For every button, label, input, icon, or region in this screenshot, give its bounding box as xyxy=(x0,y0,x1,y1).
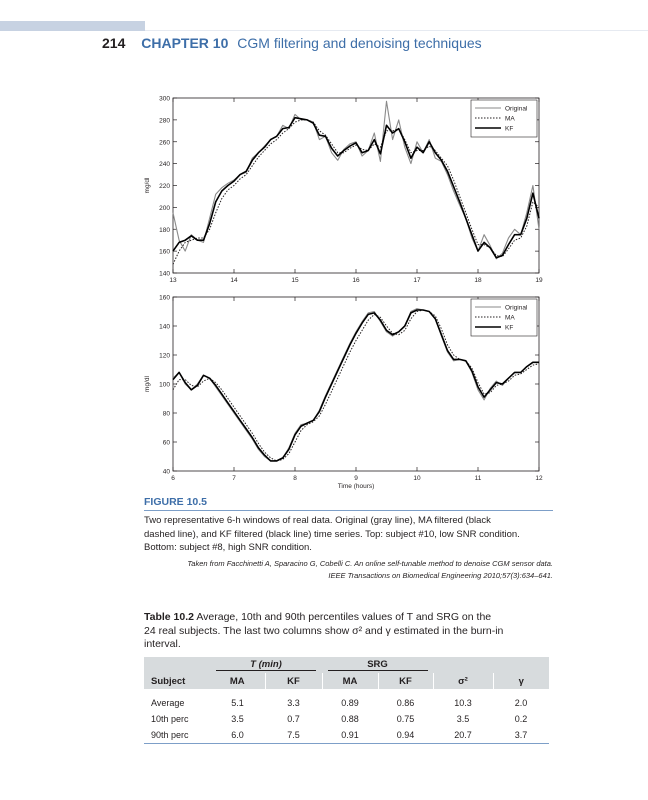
table-cell: 90th perc xyxy=(144,727,210,744)
table-cell: 7.5 xyxy=(265,727,322,744)
table-cell: 0.91 xyxy=(322,727,378,744)
group-header-srg: SRG xyxy=(328,659,428,671)
table-row xyxy=(144,711,549,727)
source-line: IEEE Transactions on Biomedical Engineering 2010;57(3):634–641. xyxy=(328,570,553,580)
legend-label: Original xyxy=(505,304,528,312)
y-tick-label: 260 xyxy=(159,139,170,147)
legend-label: KF xyxy=(505,125,514,133)
table-caption xyxy=(144,611,552,652)
x-tick-label: 15 xyxy=(291,277,299,284)
table-cell: 10th perc xyxy=(151,714,189,724)
y-tick-label: 280 xyxy=(159,117,170,125)
group-header-t: T (min) xyxy=(216,659,316,671)
y-axis-label: mg/dl xyxy=(144,177,151,194)
x-tick-label: 9 xyxy=(354,475,358,482)
figure-caption-rule xyxy=(144,510,553,511)
chapter-title: CGM filtering and denoising techniques xyxy=(237,35,482,51)
x-tick-label: 7 xyxy=(232,475,236,482)
column-header: KF xyxy=(265,673,322,689)
x-tick-label: 12 xyxy=(535,475,543,482)
y-tick-label: 60 xyxy=(162,439,170,447)
table-title-line: interval. xyxy=(144,638,181,650)
results-table xyxy=(144,657,549,744)
y-tick-label: 100 xyxy=(159,381,170,389)
table-title-line: Average, 10th and 90th percentiles values of T and SRG on the xyxy=(196,611,492,623)
table-group-header-row xyxy=(144,657,549,673)
table-cell: 0.94 xyxy=(378,727,433,744)
caption-line: Bottom: subject #8, high SNR condition. xyxy=(144,542,312,553)
table-header-row xyxy=(144,673,549,689)
x-axis-label: Time (hours) xyxy=(337,483,375,490)
column-header: Subject xyxy=(144,673,210,689)
column-header: MA xyxy=(322,673,378,689)
table-row xyxy=(144,689,549,711)
page-number: 214 xyxy=(102,35,126,51)
series-line-kf xyxy=(173,118,539,258)
column-header: γ xyxy=(493,673,549,689)
x-tick-label: 11 xyxy=(474,475,482,482)
table-cell: 6.0 xyxy=(210,727,265,744)
chart-panel xyxy=(144,295,543,491)
figure-label: FIGURE 10.5 xyxy=(144,496,208,508)
y-tick-label: 140 xyxy=(159,270,170,278)
legend-label: KF xyxy=(505,324,514,332)
x-tick-label: 8 xyxy=(293,475,297,482)
y-tick-label: 160 xyxy=(159,294,170,302)
table-cell: 0.75 xyxy=(396,714,415,724)
table-cell: 0.2 xyxy=(514,714,528,724)
caption-line: dashed line), and KF filtered (black line) time series. Top: subject #10, low SNR condition. xyxy=(144,528,520,540)
y-tick-label: 140 xyxy=(159,323,170,331)
y-tick-label: 240 xyxy=(159,161,170,169)
column-header: MA xyxy=(210,673,265,689)
table-cell: 2.0 xyxy=(514,698,528,708)
legend-label: Original xyxy=(505,105,528,113)
table-cell: Average xyxy=(151,698,185,708)
y-tick-label: 160 xyxy=(159,248,170,256)
table-cell: 3.5 xyxy=(456,714,470,724)
x-tick-label: 6 xyxy=(171,475,175,482)
x-tick-label: 18 xyxy=(474,277,482,284)
caption-line: Two representative 6-h windows of real data. Original (gray line), MA filtered (black xyxy=(144,515,491,526)
y-tick-label: 120 xyxy=(159,352,170,360)
x-tick-label: 19 xyxy=(535,277,543,284)
column-header: σ² xyxy=(433,673,493,689)
table-cell: 3.7 xyxy=(493,727,549,744)
table-cell: 0.89 xyxy=(341,698,359,708)
x-tick-label: 10 xyxy=(413,475,421,482)
chapter-label: CHAPTER 10 xyxy=(141,35,229,51)
table-cell: 0.86 xyxy=(396,698,415,708)
chart-panel xyxy=(144,96,543,285)
x-tick-label: 13 xyxy=(169,277,177,284)
table-label: Table 10.2 xyxy=(144,611,194,623)
table-cell: 5.1 xyxy=(231,698,244,708)
table-cell: 0.7 xyxy=(287,714,300,724)
x-tick-label: 16 xyxy=(352,277,360,284)
y-tick-label: 40 xyxy=(162,468,170,476)
y-tick-label: 180 xyxy=(159,226,170,234)
x-tick-label: 14 xyxy=(230,277,238,284)
table-cell: 3.5 xyxy=(231,714,244,724)
table-cell: 10.3 xyxy=(454,698,472,708)
y-axis-label: mg/dl xyxy=(144,376,151,392)
y-tick-label: 300 xyxy=(159,95,170,103)
legend-label: MA xyxy=(505,314,515,322)
legend-label: MA xyxy=(505,115,515,123)
y-tick-label: 80 xyxy=(162,410,170,418)
table-cell: 3.3 xyxy=(287,698,300,708)
x-tick-label: 17 xyxy=(413,277,421,284)
table-row xyxy=(144,727,549,744)
source-line: Taken from Facchinetti A, Sparacino G, Cobelli C. An online self-tunable method to denoise CGM sensor data. xyxy=(187,558,553,568)
y-tick-label: 200 xyxy=(159,204,170,212)
figure-source xyxy=(144,558,553,582)
table-title-line: 24 real subjects. The last two columns show σ² and γ estimated in the burn-in xyxy=(144,624,504,637)
column-header: KF xyxy=(378,673,433,689)
table-cell: 20.7 xyxy=(433,727,493,744)
figure-caption xyxy=(144,496,553,582)
figure-caption-text xyxy=(144,514,553,555)
table-cell: 0.88 xyxy=(341,714,359,724)
y-tick-label: 220 xyxy=(159,183,170,190)
